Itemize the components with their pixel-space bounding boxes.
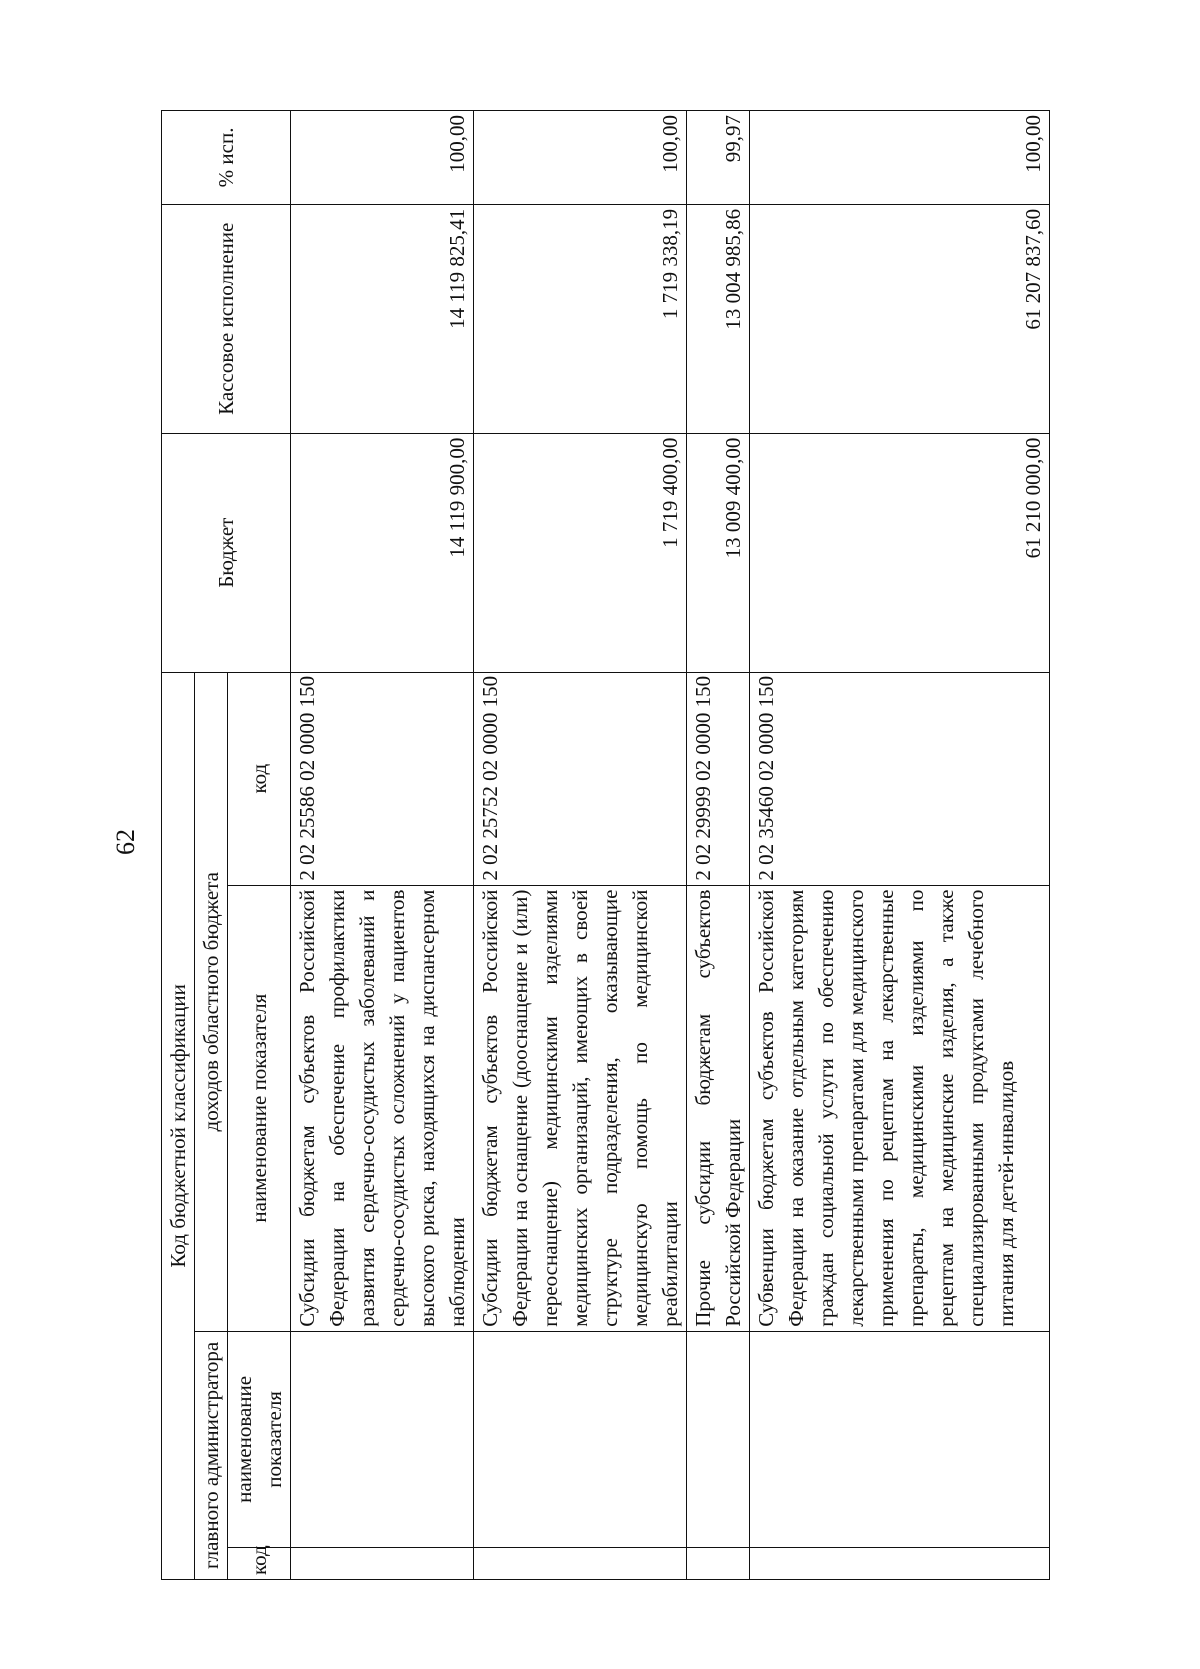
budget-cell: 14 119 900,00: [291, 433, 474, 672]
admin-code-cell: [750, 1547, 1050, 1579]
kod-cell: 2 02 25752 02 0000 150: [474, 672, 687, 885]
admin-name-cell: [687, 1331, 750, 1547]
budget-cell: 1 719 400,00: [474, 433, 687, 672]
admin-name-cell: [474, 1331, 687, 1547]
page-number: 62: [111, 829, 140, 855]
indicator-name-cell: Прочие субсидии бюджетам субъектов Российской Федерации: [687, 885, 750, 1331]
table-row: [750, 111, 1050, 1580]
admin-code-cell: [474, 1547, 687, 1579]
kod-cell: 2 02 29999 02 0000 150: [687, 672, 750, 885]
admin-name-cell: [750, 1331, 1050, 1547]
header-indicator-name: наименование показателя: [228, 885, 291, 1331]
header-percent-exec: % исп.: [162, 111, 291, 205]
header-code: код: [228, 1547, 291, 1579]
budget-table-container: [161, 110, 1045, 1580]
admin-name-cell: [291, 1331, 474, 1547]
table-row: [687, 111, 750, 1580]
header-kod: код: [228, 672, 291, 885]
header-budget: Бюджет: [162, 433, 291, 672]
indicator-name-cell: Субвенции бюджетам субъектов Российской Федерации на оказание отдельным категориям граждан социальной услуги по обеспечению лекарственными препаратами для медицинского применения по рецептам на лекарственные препараты, медицинскими изделиями по рецептам на медицинские изделия, а также специализированными продуктами лечебного питания для детей-инвалидов: [750, 885, 1050, 1331]
execution-cell: 1 719 338,19: [474, 204, 687, 433]
kod-cell: 2 02 25586 02 0000 150: [291, 672, 474, 885]
table-row: [291, 111, 474, 1580]
table-row: [474, 111, 687, 1580]
admin-code-cell: [687, 1547, 750, 1579]
execution-cell: 14 119 825,41: [291, 204, 474, 433]
header-indicator-name-short: наименование показателя: [228, 1331, 291, 1547]
header-cash-execution: Кассовое исполнение: [162, 204, 291, 433]
percent-cell: 100,00: [750, 111, 1050, 205]
budget-cell: 61 210 000,00: [750, 433, 1050, 672]
header-chief-admin: главного администратора: [195, 1331, 228, 1579]
header-regional-income: доходов областного бюджета: [195, 672, 228, 1331]
percent-cell: 100,00: [291, 111, 474, 205]
percent-cell: 100,00: [474, 111, 687, 205]
indicator-name-cell: Субсидии бюджетам субъектов Российской Федерации на обеспечение профилактики развития сердечно-сосудистых заболеваний и сердечно-сосудистых осложнений у пациентов высокого риска, находящихся на диспансерном наблюдении: [291, 885, 474, 1331]
percent-cell: 99,97: [687, 111, 750, 205]
kod-cell: 2 02 35460 02 0000 150: [750, 672, 1050, 885]
indicator-name-cell: Субсидии бюджетам субъектов Российской Федерации на оснащение (дооснащение и (или) переоснащение) медицинскими изделиями медицинских организаций, имеющих в своей структуре подразделения, оказывающие медицинскую помощь по медицинской реабилитации: [474, 885, 687, 1331]
admin-code-cell: [291, 1547, 474, 1579]
header-classification-code: Код бюджетной классификации: [162, 672, 195, 1579]
execution-cell: 13 004 985,86: [687, 204, 750, 433]
budget-cell: 13 009 400,00: [687, 433, 750, 672]
budget-table: [161, 110, 1050, 1580]
execution-cell: 61 207 837,60: [750, 204, 1050, 433]
